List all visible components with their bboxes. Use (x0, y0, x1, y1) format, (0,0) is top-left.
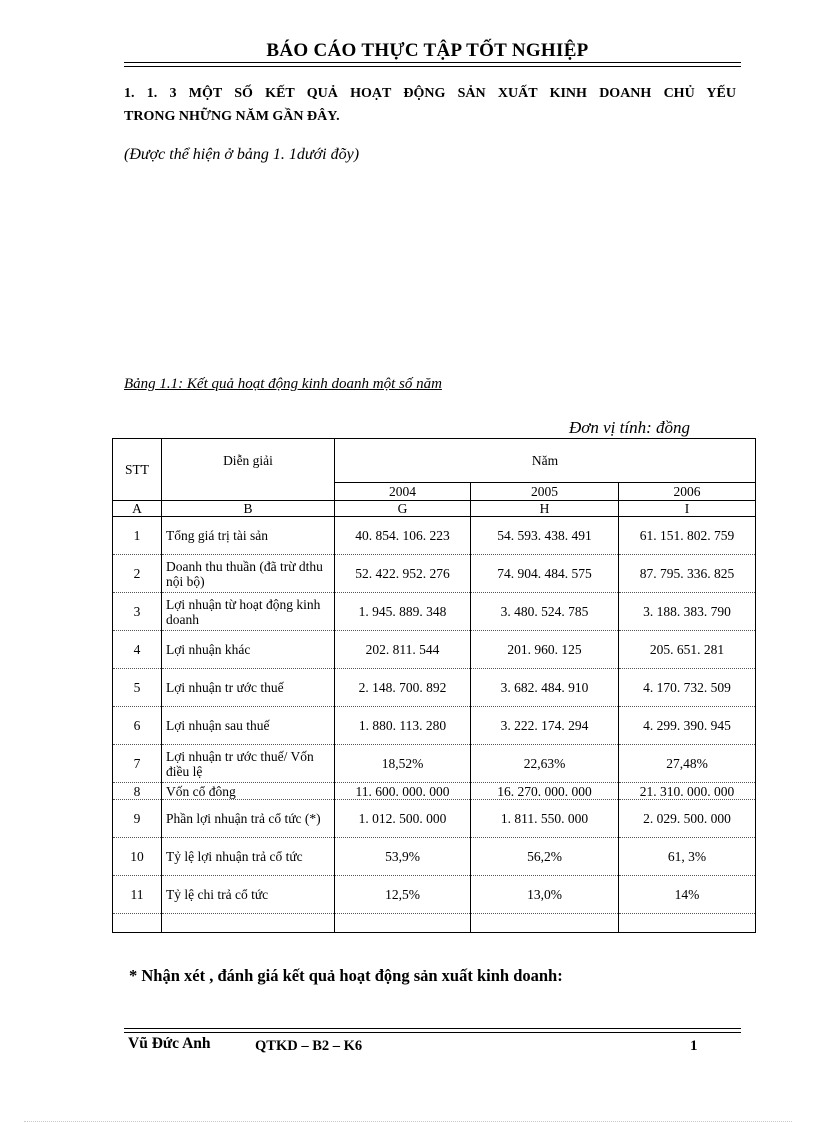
row-value-2004: 11. 600. 000. 000 (335, 783, 471, 800)
header-year-group: Năm (335, 439, 756, 483)
row-stt: 2 (113, 555, 162, 593)
table-caption: Bảng 1.1: Kết quả hoạt động kinh doanh một số năm (124, 376, 442, 392)
table-row (113, 707, 756, 745)
row-description: Lợi nhuận từ hoạt động kinh doanh (162, 593, 335, 631)
row-stt: 5 (113, 669, 162, 707)
row-value-2006: 4. 170. 732. 509 (619, 669, 756, 707)
empty-cell (162, 914, 335, 933)
header-year-2004: 2004 (335, 483, 471, 501)
row-value-2006: 21. 310. 000. 000 (619, 783, 756, 800)
row-stt: 8 (113, 783, 162, 800)
section-title-line2: TRONG NHỮNG NĂM GẦN ĐÂY. (124, 109, 340, 124)
row-stt: 11 (113, 876, 162, 914)
empty-cell (335, 914, 471, 933)
row-description: Lợi nhuận tr ước thuế/ Vốn điều lệ (162, 745, 335, 783)
row-value-2006: 2. 029. 500. 000 (619, 800, 756, 838)
row-stt: 1 (113, 517, 162, 555)
row-value-2006: 27,48% (619, 745, 756, 783)
table-row (113, 555, 756, 593)
table-row (113, 876, 756, 914)
row-value-2004: 1. 945. 889. 348 (335, 593, 471, 631)
row-value-2004: 18,52% (335, 745, 471, 783)
row-value-2004: 1. 880. 113. 280 (335, 707, 471, 745)
row-description: Tỷ lệ chi trả cổ tức (162, 876, 335, 914)
table-row (113, 517, 756, 555)
row-value-2005: 1. 811. 550. 000 (471, 800, 619, 838)
row-stt: 7 (113, 745, 162, 783)
row-description: Lợi nhuận tr ước thuế (162, 669, 335, 707)
row-value-2005: 3. 682. 484. 910 (471, 669, 619, 707)
empty-cell (113, 914, 162, 933)
table-row (113, 745, 756, 783)
row-value-2004: 12,5% (335, 876, 471, 914)
table-row (113, 800, 756, 838)
section-note: (Được thể hiện ở bảng 1. 1dưới đõy) (124, 146, 360, 163)
row-stt: 9 (113, 800, 162, 838)
row-value-2006: 3. 188. 383. 790 (619, 593, 756, 631)
row-value-2004: 2. 148. 700. 892 (335, 669, 471, 707)
row-value-2006: 14% (619, 876, 756, 914)
page-number: 1 (690, 1038, 698, 1054)
row-description: Lợi nhuận sau thuế (162, 707, 335, 745)
unit-label: Đơn vị tính: đồng (569, 418, 690, 437)
row-value-2005: 56,2% (471, 838, 619, 876)
header-rule-top (124, 62, 741, 63)
row-value-2006: 61. 151. 802. 759 (619, 517, 756, 555)
footer-rule-bottom (124, 1032, 741, 1033)
row-value-2005: 16. 270. 000. 000 (471, 783, 619, 800)
empty-cell (471, 914, 619, 933)
row-value-2006: 205. 651. 281 (619, 631, 756, 669)
table-row (113, 838, 756, 876)
row-description: Tỷ lệ lợi nhuận trả cổ tức (162, 838, 335, 876)
remark-heading: * Nhận xét , đánh giá kết quả hoạt động sản xuất kinh doanh: (129, 966, 563, 985)
section-title-line1: 1. 1. 3 MỘT SỐ KẾT QUẢ HOẠT ĐỘNG SẢN XUẤT KINH DOANH CHỦ YẾU (124, 86, 736, 101)
code-g: G (335, 501, 471, 517)
results-table (112, 438, 756, 933)
header-stt: STT (113, 439, 162, 501)
row-description: Doanh thu thuần (đã trừ dthu nội bộ) (162, 555, 335, 593)
row-value-2004: 52. 422. 952. 276 (335, 555, 471, 593)
footer-rule-top (124, 1028, 741, 1029)
table-row (113, 631, 756, 669)
row-value-2005: 3. 222. 174. 294 (471, 707, 619, 745)
row-value-2006: 4. 299. 390. 945 (619, 707, 756, 745)
code-a: A (113, 501, 162, 517)
header-rule-bottom (124, 66, 741, 67)
row-value-2004: 53,9% (335, 838, 471, 876)
header-description: Diễn giải (162, 439, 335, 501)
footer-class: QTKD – B2 – K6 (255, 1038, 363, 1054)
header-year-2006: 2006 (619, 483, 756, 501)
row-value-2004: 202. 811. 544 (335, 631, 471, 669)
row-stt: 3 (113, 593, 162, 631)
page-bottom-border (24, 1121, 792, 1122)
table-row (113, 669, 756, 707)
report-title: BÁO CÁO THỰC TẬP TỐT NGHIỆP (266, 40, 589, 61)
code-b: B (162, 501, 335, 517)
row-value-2005: 3. 480. 524. 785 (471, 593, 619, 631)
row-stt: 4 (113, 631, 162, 669)
row-description: Lợi nhuận khác (162, 631, 335, 669)
row-description: Phần lợi nhuận trả cổ tức (*) (162, 800, 335, 838)
table-row (113, 593, 756, 631)
empty-cell (619, 914, 756, 933)
row-value-2004: 1. 012. 500. 000 (335, 800, 471, 838)
row-value-2006: 61, 3% (619, 838, 756, 876)
row-value-2006: 87. 795. 336. 825 (619, 555, 756, 593)
code-i: I (619, 501, 756, 517)
row-stt: 6 (113, 707, 162, 745)
row-value-2005: 22,63% (471, 745, 619, 783)
row-value-2005: 54. 593. 438. 491 (471, 517, 619, 555)
row-value-2005: 13,0% (471, 876, 619, 914)
header-year-2005: 2005 (471, 483, 619, 501)
table-row (113, 783, 756, 800)
row-stt: 10 (113, 838, 162, 876)
row-value-2005: 74. 904. 484. 575 (471, 555, 619, 593)
footer-author: Vũ Đức Anh (128, 1035, 211, 1052)
row-description: Tổng giá trị tài sản (162, 517, 335, 555)
row-value-2004: 40. 854. 106. 223 (335, 517, 471, 555)
table-row-empty (113, 914, 756, 933)
row-description: Vốn cổ đông (162, 783, 335, 800)
row-value-2005: 201. 960. 125 (471, 631, 619, 669)
code-h: H (471, 501, 619, 517)
